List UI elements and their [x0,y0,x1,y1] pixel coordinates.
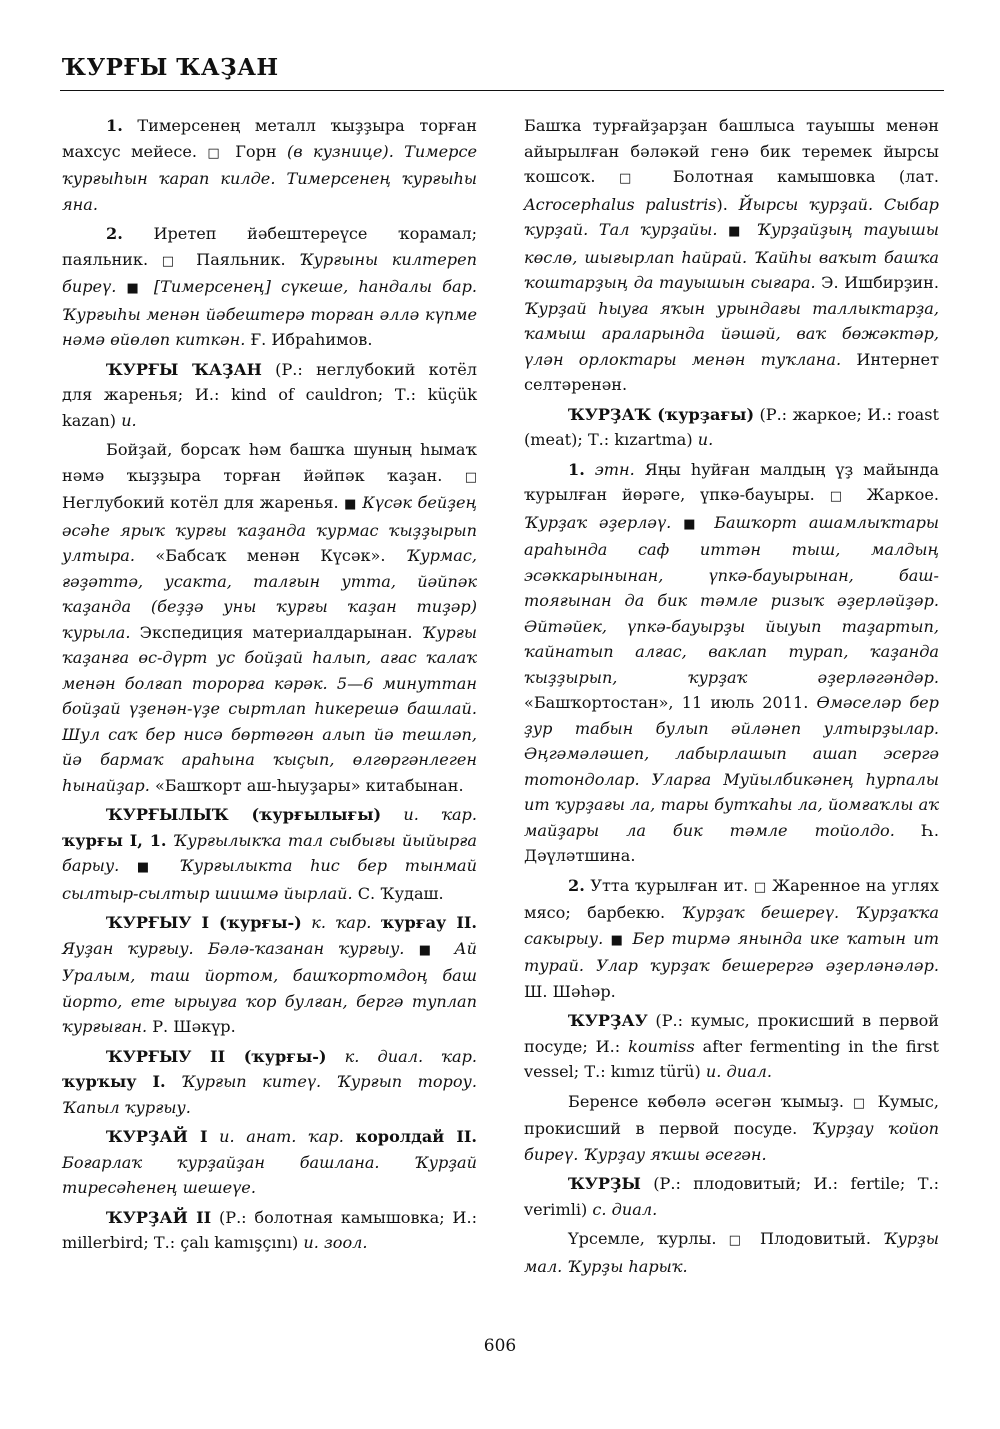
headword: ҡурғау II. [380,913,477,932]
dictionary-paragraph [62,802,477,906]
filled-square-icon: ■ [344,497,357,512]
definition-text [746,220,757,239]
headword: ҠУРҘАУ [568,1011,648,1030]
filled-square-icon: ■ [683,516,703,532]
headword: ҠУРҘАҠ (ҡурҙағы) [568,404,755,424]
right-column [524,113,939,1283]
definition-text [702,513,714,532]
definition-text: Бойҙай, борсаҡ һәм башҡа шуның һымаҡ нәмә ҡыҙҙыра торған йәйпәк ҡаҙан. [62,440,477,485]
definition-text: Интернет селтәренән. [524,349,939,394]
headword: 1. [568,459,585,479]
dictionary-paragraph [62,910,477,1040]
headword: ҠУРҒЫУ II (ҡурғы-) [106,1046,327,1066]
example-text: Башҡорт ашамлыҡтары араһында саф иттән тыш, малдың эсәккарынынан, үпкә-бауырынан, баш-тояғынан да бик тәмле ризыҡ әҙерләйҙәр. Әйтәйек, үпкә-бауырҙы йыуып таҙартып, ҡайнатып алғас, ваклап турап, ҡаҙанда ҡыҙҙырып, ҡурҙаҡ әҙерләгәндәр. [524,512,939,687]
headword: ҠУРҘАЙ I [106,1127,208,1146]
definition-text [440,939,454,958]
filled-square-icon: ■ [126,281,144,296]
dictionary-paragraph [62,113,477,217]
example-text: этн. [594,459,635,479]
definition-text [144,277,154,296]
definition-text: «Башҡортостан», 11 июль 2011. [524,693,817,712]
headword: ҡурҡыу I. [62,1072,166,1091]
definition-text: Утта ҡурылған ит. [584,875,754,895]
example-text: Ҡурғып китеү. Ҡурғып тороу. Ҡапыл ҡурғыу. [62,1072,477,1117]
definition-text: Жаркое. [851,485,939,504]
example-text: Ҡурҙы мал. Ҡурҙы һарыҡ. [524,1229,939,1276]
open-square-icon: □ [753,879,767,895]
definition-text: Э. Ишбирҙин. [815,273,939,292]
definition-text: Экспедиция материалдарынан. [130,622,422,642]
example-text: Ай Уралым, таш йортом, башҡортомдоң баш йорто, ете ырыуға ҡор булған, бергә туплап ҡурғыған. [62,938,477,1036]
definition-text [207,1127,219,1146]
headword: ҠУРҒЫЛЫҠ (ҡурғылығы) [106,805,382,824]
definition-text [327,1047,345,1066]
definition-text: Тимерсенең металл ҡыҙҙыра торған махсус мейесе. [62,116,477,161]
definition-text: Горн [224,141,287,161]
example-text: Ҡурмас, ғәҙәттә, усакта, талғын утта, йәйпәк ҡаҙанда (беҙҙә уны ҡурғы ҡаҙан тиҙәр) ҡурыла. [62,546,477,642]
headword: королдай II. [355,1127,478,1146]
definition-text: Башҡа турғайҙарҙан башлыса тауышы менән айырылған бәләкәй генә бик теремек йырсы ҡошсоҡ. [524,116,939,186]
headword: ҠУРҒЫ ҠАҘАН [106,359,262,379]
definition-text: Ғ. Ибраһимов. [245,330,373,349]
example-text: Бер тирмә янында ике ҡатын ит турай. Улар ҡурҙаҡ бешерергә әҙерләнәләр. [524,928,939,975]
definition-text: Үрсемле, ҡурлы. [568,1229,729,1248]
example-text: Ҡурҙаҡ әҙерләү. [524,512,684,532]
definition-text [371,913,381,932]
definition-text: (Р.: болотная камышовка; И.: millerbird; Т.: çalı kamışçını) [62,1207,477,1252]
definition-text [381,805,403,824]
dictionary-paragraph [524,402,939,453]
filled-square-icon: ■ [418,942,441,958]
dictionary-paragraph [524,873,939,1005]
example-text: и. анат. ҡар. [219,1127,344,1146]
definition-text: «Бабсаҡ менән Күсәк». [134,546,406,565]
dictionary-paragraph [524,1171,939,1222]
example-text: Йырсы ҡурҙай. Сыбар ҡурҙай. Тал ҡурҙайы. [524,194,939,239]
dictionary-paragraph [524,113,939,398]
filled-square-icon: ■ [728,224,746,239]
headword: 2. [106,224,123,243]
open-square-icon: □ [207,145,225,161]
example-text: [Тимерсенең] сүкеше, һандалы бар. Ҡурғыһы менән йәбештерә торған әллә күпме нәмә өйөлөп киткән. [62,277,477,349]
definition-text: (Р.: неглубокий котёл для жаренья; И.: kind of cauldron; Т.: küçük kazan) [62,359,477,430]
definition-text: Паяльник. [182,249,300,269]
definition-text: (Р.: плодовитый; И.: fertile; Т.: verimli) [524,1174,939,1219]
definition-text [162,856,180,875]
headword: 1. [106,116,123,135]
headword: ҡурғы I, 1. [62,830,167,850]
example-text: и. [121,410,137,430]
definition-text: Неглубокий котёл для жаренья. [62,493,345,512]
filled-square-icon: ■ [136,860,162,875]
example-text: с. диал. [592,1199,658,1219]
definition-text: Ш. Шәһәр. [524,981,616,1001]
example-text: Ҡурғылыкта һис бер тынмай сылтыр-сылтыр шишмә йырлай. [62,856,477,903]
headword: ҠУРҒЫУ I (ҡурғы-) [106,913,302,932]
definition-text [302,913,312,932]
definition-text [585,460,595,479]
definition-text: Һ. Дәүләтшина. [524,820,939,865]
headword: 2. [568,875,585,895]
definition-text: Плодовитый. [747,1229,884,1248]
definition-text [166,1072,181,1091]
example-text: Боғарлаҡ ҡурҙайҙан башлана. Ҡурҙай тиресәһенең шешеүе. [62,1152,477,1197]
dictionary-paragraph [62,221,477,353]
dictionary-paragraph [62,437,477,798]
example-text: koumiss [628,1036,695,1056]
definition-text: (Р.: жаркое; И.: roast (meat); Т.: kızartma) [524,404,939,449]
definition-text: Кумыс, прокисший в первой посуде. [524,1091,939,1138]
open-square-icon: □ [161,253,183,269]
filled-square-icon: ■ [610,932,626,948]
definition-text: Р. Шәкүр. [147,1017,236,1036]
example-text: Ҡурҙаҡ бешереү. Ҡурҙаҡҡа сакырыу. [524,903,939,948]
definition-text: Яңы һуйған малдың үҙ майында ҡурылған йөрәге, үпкә-бауыры. [524,459,939,504]
running-head: ҠУРҒЫ ҠАҘАН [62,54,279,81]
dictionary-paragraph [524,1226,939,1279]
example-text: Acrocephalus palustris [524,194,717,214]
dictionary-paragraph [62,1205,477,1256]
example-text: Ҡурғыны килтереп биреү. [62,249,477,296]
open-square-icon: □ [464,469,477,485]
example-text: к. диал. ҡар. [344,1046,477,1066]
open-square-icon: □ [829,489,852,504]
open-square-icon: □ [728,1233,748,1248]
example-text: Ҡурғы ҡаҙанға өс-дүрт ус бойҙай һалып, ағас ҡалаҡ менән болғап торорға кәрәк. 5—6 минуттан бойҙай үҙенән-үҙе сыртлап һикерешә башлай. Шул саҡ бер нисә бөртөгөн алып йә тешләп, йә бармаҡ араһына ҡыҫып, өлгөргәнлеген һынайҙар. [62,622,477,795]
open-square-icon: □ [618,171,650,186]
definition-text: after fermenting in the first vessel; Т.: kımız türü) [524,1036,939,1081]
left-column [62,113,477,1260]
definition-text [344,1127,356,1146]
dictionary-paragraph [524,1008,939,1085]
headword: ҠУРҘАЙ II [106,1207,212,1227]
definition-text: (Р.: кумыс, прокисший в первой посуде; И.: [524,1011,939,1056]
example-text: и. ҡар. [403,805,477,824]
dictionary-paragraph [62,357,477,434]
definition-text: Жаренное на углях мясо; барбекю. [524,875,939,922]
example-text: к. ҡар. [311,913,372,932]
dictionary-paragraph [62,1124,477,1201]
example-text: Күсәк бейҙең әсәһе ярыҡ ҡурғы ҡаҙанда ҡурмас ҡыҙҙырып ултыра. [62,493,477,565]
example-text: Яуҙан ҡурғыу. Бәлә-ҡазанан ҡурғыу. [62,938,419,958]
example-text: Ҡурҙай һыуға яҡын урындағы таллыктарҙа, ҡамыш араларында йәшәй, ваҡ бөжәктәр, үлән орлоктары менән туҡлана. [524,298,939,369]
dictionary-paragraph [62,1044,477,1121]
example-text: и. зоол. [303,1233,368,1252]
dictionary-paragraph [524,457,939,869]
example-text: Ҡурҙайҙың тауышы көслө, шығырлап һайрай. Ҡайһы ваҡыт башҡа ҡоштарҙың да тауышын сығара. [524,220,939,292]
definition-text: ). [716,194,739,214]
example-text: Өмәселәр бер ҙур табын булып әйләнеп ултырҙылар. Әңгәмәләшеп, лабырлашып ашап эсергә тотондолар. Уларға Муйылбикәнең һурпалы ит ҡурҙағы ла, тары бутҡаһы ла, йомғаҡлы аҡ майҙары ла бик тәмле тойолдо. [524,693,939,840]
example-text: Ҡурғылыкҡа тал сыбығы йыйырға барыу. [62,830,477,875]
example-text: Ҡурҙау ҡойоп биреү. Ҡурҙау яҡшы әсегән. [524,1119,939,1164]
definition-text: «Башҡорт аш-һыуҙары» китабынан. [149,775,464,795]
definition-text: Болотная камышовка (лат. [649,167,939,186]
example-text: и. диал. [705,1062,773,1081]
dictionary-paragraph [524,1089,939,1168]
example-text: и. [697,430,714,449]
headword: ҠУРҘЫ [568,1174,641,1193]
definition-text: Иретеп йәбештереүсе ҡорамал; паяльник. [62,224,477,269]
example-text: (в кузнице). Тимерсе ҡурғыһын ҡарап килде. Тимерсенең ҡурғыһы яна. [62,141,477,214]
definition-text: Беренсе көбөлә әсегән ҡымыҙ. [568,1091,853,1111]
open-square-icon: □ [852,1095,869,1111]
definition-text: С. Ҡудаш. [352,883,444,903]
header-rule [60,90,944,91]
page-number: 606 [483,1336,517,1356]
